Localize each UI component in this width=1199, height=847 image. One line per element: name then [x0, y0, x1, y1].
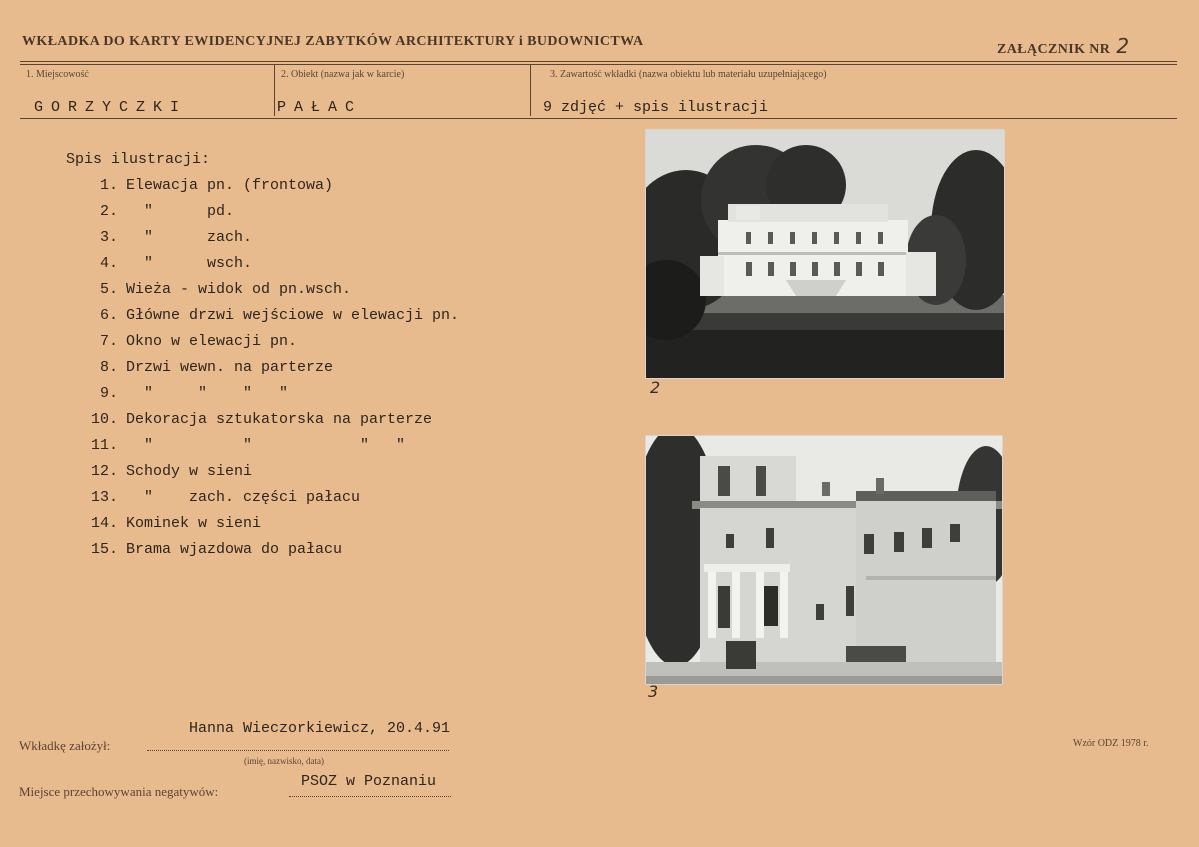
list-item-number: 1.: [99, 177, 118, 194]
list-item: [66, 227, 459, 253]
list-item: [66, 435, 459, 461]
list-item-text: " zach.: [126, 229, 253, 246]
header-rule: [20, 61, 1177, 62]
list-item-number: 11.: [90, 437, 118, 454]
list-item-text: " " " ": [126, 437, 406, 454]
list-item: [66, 305, 459, 331]
annex-number: 2: [1116, 34, 1130, 58]
list-item-text: Wieża - widok od pn.wsch.: [126, 281, 352, 298]
illustrations-list: [66, 149, 459, 565]
list-item-number: 10.: [90, 411, 118, 428]
field-divider-2: [530, 64, 531, 116]
list-item-text: Brama wjazdowa do pałacu: [126, 541, 343, 558]
photo-number: 2: [650, 378, 661, 397]
annex-label: [997, 34, 1129, 58]
list-item-number: 9.: [99, 385, 118, 402]
list-item-number: 12.: [90, 463, 118, 480]
list-item-text: " pd.: [126, 203, 235, 220]
list-item: [66, 383, 459, 409]
list-item-text: Dekoracja sztukatorska na parterze: [126, 411, 433, 428]
object-value: PAŁAC: [277, 99, 363, 116]
list-item: [66, 175, 459, 201]
field-divider-1: [274, 64, 275, 116]
list-item-text: " wsch.: [126, 255, 253, 272]
list-item-text: Główne drzwi wejściowe w elewacji pn.: [126, 307, 460, 324]
photo-palace-side: [646, 436, 1002, 684]
fields-rule: [20, 118, 1177, 119]
negatives-label: Miejsce przechowywania negatywów:: [19, 784, 219, 799]
palace-side-image: [646, 436, 1002, 684]
annex-label-text: ZAŁĄCZNIK NR: [997, 42, 1111, 57]
founder-line: [147, 750, 449, 751]
locality-label: 1. Miejscowość: [26, 69, 89, 80]
locality-value: GORZYCZKI: [34, 99, 188, 116]
list-item-number: 6.: [99, 307, 118, 324]
list-item-text: " zach. części pałacu: [126, 489, 361, 506]
contents-label: 3. Zawartość wkładki (nazwa obiektu lub materiału uzupełniającego): [550, 69, 827, 80]
list-item-number: 8.: [99, 359, 118, 376]
negatives-line: [289, 796, 451, 797]
founder-label: Wkładkę założył:: [19, 738, 111, 753]
list-item: [66, 331, 459, 357]
list-item-number: 14.: [90, 515, 118, 532]
list-item: [66, 279, 459, 305]
object-label: 2. Obiekt (nazwa jak w karcie): [281, 69, 405, 80]
list-item-number: 3.: [99, 229, 118, 246]
list-item-text: Schody w sieni: [126, 463, 253, 480]
header-rule-thin: [20, 64, 1177, 65]
list-item-number: 7.: [99, 333, 118, 350]
list-item: [66, 253, 459, 279]
list-item-number: 13.: [90, 489, 118, 506]
form-title: WKŁADKA DO KARTY EWIDENCYJNEJ ZABYTKÓW ARCHITEKTURY i BUDOWNICTWA: [22, 34, 644, 49]
contents-value: 9 zdjęć + spis ilustracji: [543, 99, 769, 116]
list-item: [66, 461, 459, 487]
photo-palace-front: [646, 130, 1004, 378]
list-item-text: Elewacja pn. (frontowa): [126, 177, 334, 194]
list-item: [66, 487, 459, 513]
list-item: [66, 513, 459, 539]
list-item-number: 4.: [99, 255, 118, 272]
list-item-number: 15.: [90, 541, 118, 558]
list-item-text: Kominek w sieni: [126, 515, 262, 532]
list-item-number: 5.: [99, 281, 118, 298]
list-item-text: Okno w elewacji pn.: [126, 333, 298, 350]
list-item-number: 2.: [99, 203, 118, 220]
negatives-value: PSOZ w Poznaniu: [301, 773, 437, 790]
list-item: [66, 357, 459, 383]
list-item-text: " " " ": [126, 385, 289, 402]
photo-number: 3: [648, 682, 659, 701]
founder-hint: (imię, nazwisko, data): [244, 756, 324, 766]
list-item: [66, 539, 459, 565]
form-label: Wzór ODZ 1978 r.: [1073, 738, 1149, 749]
list-item-text: Drzwi wewn. na parterze: [126, 359, 334, 376]
list-item: [66, 409, 459, 435]
founder-value: Hanna Wieczorkiewicz, 20.4.91: [189, 720, 451, 737]
list-item: [66, 201, 459, 227]
palace-front-image: [646, 130, 1004, 378]
illustrations-heading: Spis ilustracji:: [66, 151, 211, 168]
